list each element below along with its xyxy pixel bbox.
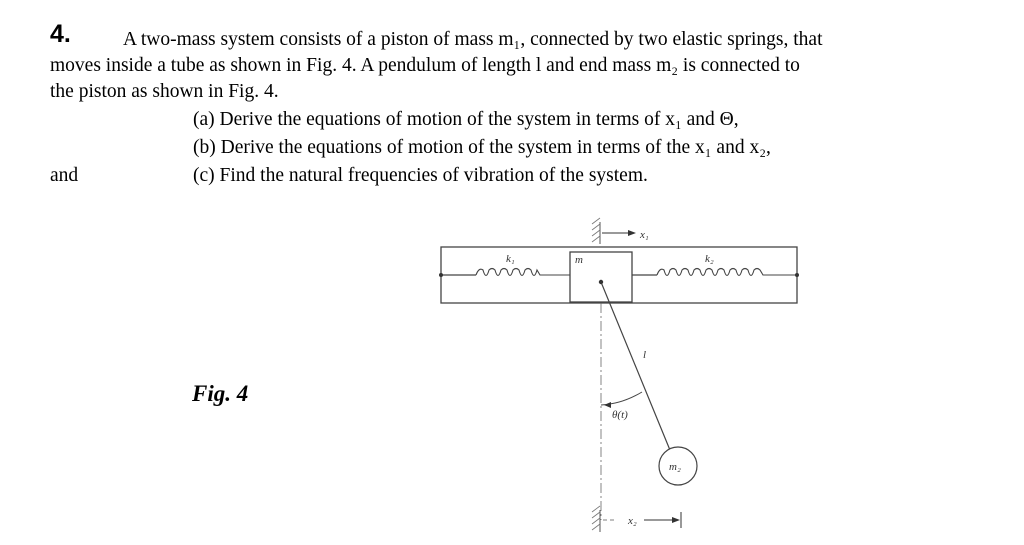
spring-k1	[476, 269, 570, 276]
label-m2: m₂	[669, 461, 681, 473]
problem-line-1: A two-mass system consists of a piston of mass m₁, connected by two elastic springs, that	[123, 29, 823, 50]
label-l: l	[643, 349, 647, 361]
problem-number: 4.	[50, 20, 71, 48]
problem-line-3: the piston as shown in Fig. 4.	[50, 81, 279, 102]
x1-arrowhead	[628, 230, 636, 236]
label-m: m	[575, 254, 583, 266]
pendulum-rod	[601, 282, 672, 455]
figure-caption: Fig. 4	[192, 381, 249, 406]
hatch-top	[592, 218, 600, 242]
label-k1: k₁	[506, 253, 515, 265]
theta-arrowhead	[604, 402, 611, 408]
theta-arc	[601, 392, 642, 405]
part-a: (a) Derive the equations of motion of the system in terms of x₁ and Θ,	[193, 109, 739, 130]
label-x2: x₂	[628, 515, 637, 527]
left-anchor	[439, 273, 443, 277]
spring-k2	[657, 269, 797, 276]
right-anchor	[795, 273, 799, 277]
part-c: (c) Find the natural frequencies of vibration of the system.	[193, 165, 648, 186]
label-k2: k₂	[705, 253, 714, 265]
problem-line-2: moves inside a tube as shown in Fig. 4. A pendulum of length l and end mass m₂ is connected to	[50, 55, 800, 76]
part-b: (b) Derive the equations of motion of the system in terms of the x₁ and x₂,	[193, 137, 771, 158]
pivot	[599, 280, 603, 284]
and-word: and	[50, 165, 79, 186]
label-x1: x₁	[640, 229, 649, 241]
x2-arrowhead	[672, 517, 680, 523]
hatch-bottom	[592, 506, 600, 530]
label-theta: θ(t)	[612, 409, 628, 421]
